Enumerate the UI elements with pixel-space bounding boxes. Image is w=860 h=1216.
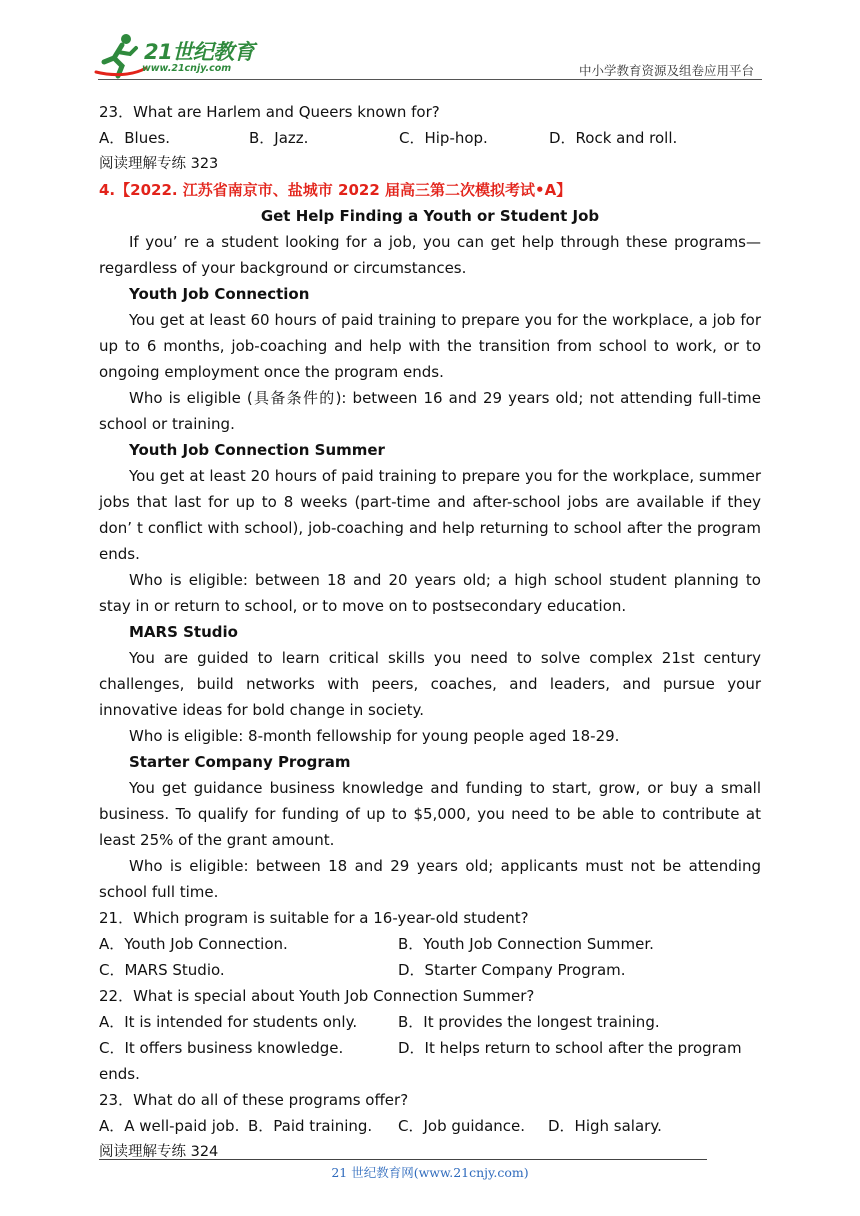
answer-options	[99, 1113, 761, 1139]
option-d: D．It helps return to school after the program	[398, 1039, 742, 1057]
program-description: You get at least 60 hours of paid training to prepare you for the workplace, a job for up to 6 months, job-coaching and help with the transition from school to work, or to ongoing employment once the program ends.	[99, 311, 761, 381]
answer-options	[99, 125, 761, 151]
program-description: You get guidance business knowledge and funding to start, grow, or buy a small business. To qualify for funding of up to $5,000, you need to be able to contribute at least 25% of the grant amount.	[99, 779, 761, 849]
program-description: You are guided to learn critical skills you need to solve complex 21st century challenges, build networks with peers, coaches, and leaders, and pursue your innovative ideas for bold change in society.	[99, 649, 761, 719]
program-eligibility: Who is eligible: 8-month fellowship for young people aged 18-29.	[129, 727, 620, 745]
page-header	[0, 0, 860, 90]
option-d: D．Starter Company Program.	[398, 961, 626, 979]
option-d: D．High salary.	[548, 1117, 662, 1135]
program-description: You get at least 20 hours of paid training to prepare you for the workplace, summer jobs that last for up to 8 weeks (part-time and after-school jobs are available if they don’ t conflict with school), job-coaching and help returning to school after the program ends.	[99, 467, 761, 563]
option-a: A．A well-paid job.	[99, 1117, 240, 1135]
header-divider	[98, 79, 762, 80]
footer-text[interactable]: 21 世纪教育网(www.21cnjy.com)	[331, 1165, 529, 1180]
option-b: B．Youth Job Connection Summer.	[398, 935, 654, 953]
program-heading: MARS Studio	[129, 623, 238, 641]
program-heading: Starter Company Program	[129, 753, 351, 771]
passage-title: Get Help Finding a Youth or Student Job	[260, 207, 600, 225]
runner-icon	[92, 32, 148, 80]
logo	[92, 32, 267, 82]
answer-options	[99, 1035, 761, 1061]
option-b: B．It provides the longest training.	[398, 1013, 660, 1031]
logo-text: 21世纪教育	[144, 40, 255, 64]
source-line: 4.【2022. 江苏省南京市、盐城市 2022 届高三第二次模拟考试•A】	[99, 181, 572, 199]
option-a: A．Youth Job Connection.	[99, 935, 288, 953]
program-eligibility: Who is eligible: between 18 and 20 years old; a high school student planning to stay in or return to school, or to move on to postsecondary education.	[99, 571, 761, 615]
answer-options	[99, 931, 761, 957]
program-heading: Youth Job Connection Summer	[129, 441, 385, 459]
footer-divider	[99, 1159, 707, 1160]
question-text: 21．Which program is suitable for a 16-year-old student?	[99, 909, 529, 927]
option-c: C．Job guidance.	[398, 1117, 526, 1135]
document-body	[99, 99, 761, 1165]
option-d: D．Rock and roll.	[549, 129, 678, 147]
option-wrap-text: ends.	[99, 1065, 140, 1083]
section-label: 阅读理解专练 323	[99, 156, 219, 172]
passage-intro: If you’ re a student looking for a job, you can get help through these programs—regardless of your background or circumstances.	[99, 233, 761, 277]
option-c: C．MARS Studio.	[99, 961, 225, 979]
option-a: A．It is intended for students only.	[99, 1013, 358, 1031]
section-label: 阅读理解专练 324	[99, 1144, 219, 1160]
logo-url: www.21cnjy.com	[142, 63, 232, 74]
question-text: 23．What are Harlem and Queers known for?	[99, 103, 440, 121]
answer-options	[99, 957, 761, 983]
option-c: C．It offers business knowledge.	[99, 1039, 344, 1057]
option-b: B．Paid training.	[248, 1117, 373, 1135]
question-text: 22．What is special about Youth Job Connection Summer?	[99, 987, 535, 1005]
program-eligibility: Who is eligible (具备条件的): between 16 and 29 years old; not attending full-time school or training.	[99, 389, 761, 433]
option-c: C．Hip-hop.	[399, 129, 488, 147]
answer-options	[99, 1009, 761, 1035]
program-heading: Youth Job Connection	[129, 285, 310, 303]
header-platform-text: 中小学教育资源及组卷应用平台	[578, 63, 754, 78]
option-a: A．Blues.	[99, 129, 171, 147]
question-text: 23．What do all of these programs offer?	[99, 1091, 409, 1109]
option-b: B．Jazz.	[249, 129, 309, 147]
program-eligibility: Who is eligible: between 18 and 29 years old; applicants must not be attending school full time.	[99, 857, 761, 901]
